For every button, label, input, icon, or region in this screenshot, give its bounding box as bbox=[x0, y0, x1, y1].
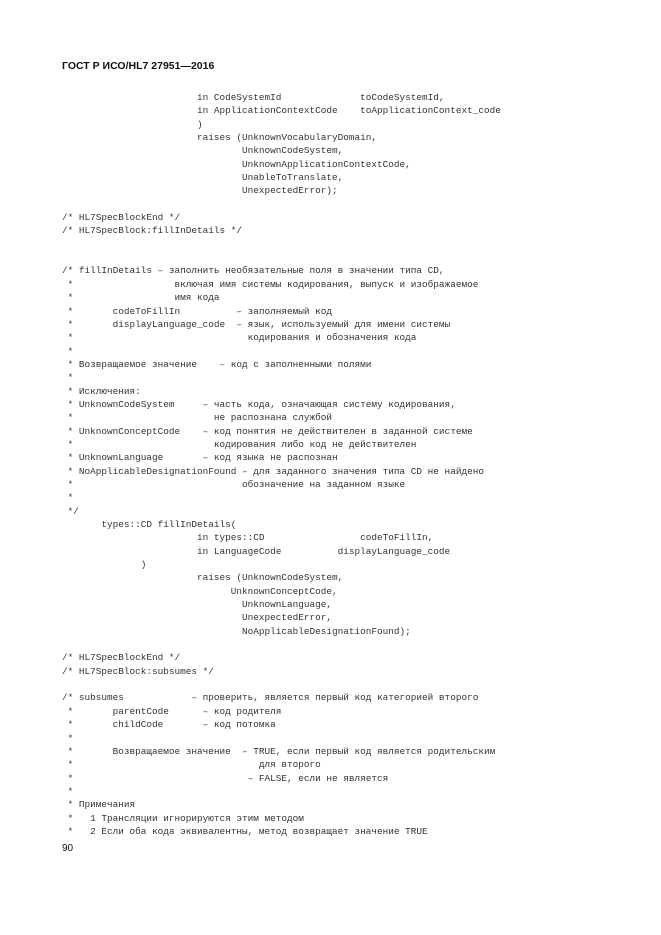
code-line: UnexpectedError); bbox=[62, 185, 338, 197]
code-line: * bbox=[62, 492, 74, 504]
code-line: /* HL7SpecBlock:fillInDetails */ bbox=[62, 225, 243, 237]
code-line: in CodeSystemId toCodeSystemId, bbox=[62, 92, 445, 103]
code-line: /* HL7SpecBlockEnd */ bbox=[62, 212, 181, 224]
code-line: * для второго bbox=[62, 759, 321, 771]
code-line: raises (UnknownCodeSystem, bbox=[62, 572, 344, 584]
code-line: * bbox=[62, 785, 74, 797]
code-line: * bbox=[62, 372, 74, 384]
code-line: * 2 Если оба кода эквивалентны, метод возвращает значение TRUE bbox=[62, 825, 428, 837]
code-line: raises (UnknownVocabularyDomain, bbox=[62, 132, 378, 144]
code-line: * parentCode – код родителя bbox=[62, 705, 282, 717]
code-listing bbox=[62, 91, 652, 838]
code-line: * bbox=[62, 732, 74, 744]
code-line: /* HL7SpecBlockEnd */ bbox=[62, 652, 181, 664]
code-line bbox=[62, 251, 652, 264]
code-line: */ bbox=[62, 505, 79, 517]
code-line: in LanguageCode displayLanguage_code bbox=[62, 545, 451, 557]
code-line: * NoApplicableDesignationFound – для заданного значения типа CD не найдено bbox=[62, 465, 484, 477]
code-line: ) bbox=[62, 559, 147, 571]
code-line: * не распознана службой bbox=[62, 412, 333, 424]
code-line: * – FALSE, если не является bbox=[62, 772, 389, 784]
code-line: UnknownConceptCode, bbox=[62, 585, 338, 597]
code-line: in types::CD codeToFillIn, bbox=[62, 532, 434, 544]
code-line: ) bbox=[62, 118, 203, 130]
code-line: NoApplicableDesignationFound); bbox=[62, 625, 411, 637]
code-line: * UnknownCodeSystem – часть кода, означающая систему кодирования, bbox=[62, 398, 456, 410]
code-line: UnknownApplicationContextCode, bbox=[62, 158, 411, 170]
code-line: UnexpectedError, bbox=[62, 612, 333, 624]
code-line: * обозначение на заданном языке bbox=[62, 478, 406, 490]
code-line: * Примечания bbox=[62, 799, 136, 811]
code-line: in ApplicationContextCode toApplicationContext_code bbox=[62, 105, 501, 117]
document-header: ГОСТ Р ИСО/HL7 27951—2016 bbox=[62, 60, 215, 72]
code-line bbox=[62, 638, 652, 651]
code-line: * включая имя системы кодирования, выпуск и изображаемое bbox=[62, 278, 479, 290]
code-line: types::CD fillInDetails( bbox=[62, 519, 237, 530]
code-line bbox=[62, 238, 652, 251]
code-line: /* fillInDetails – заполнить необязательные поля в значении типа CD, bbox=[62, 265, 445, 277]
code-line: * Исключения: bbox=[62, 385, 141, 397]
code-line: * кодирования либо код не действителен bbox=[62, 438, 417, 450]
code-line bbox=[62, 678, 652, 691]
code-line bbox=[62, 198, 652, 211]
code-line: * codeToFillIn – заполняемый код bbox=[62, 305, 333, 317]
code-line: * имя кода bbox=[62, 292, 220, 304]
code-line: * UnknownConceptCode – код понятия не действителен в заданной системе bbox=[62, 425, 473, 437]
code-line: UnknownLanguage, bbox=[62, 599, 333, 611]
code-line: * displayLanguage_code – язык, используемый для имени системы bbox=[62, 318, 451, 330]
page-number: 90 bbox=[62, 843, 74, 854]
code-line: * кодирования и обозначения кода bbox=[62, 332, 417, 344]
code-line: * 1 Трансляции игнорируются этим методом bbox=[62, 812, 304, 824]
code-line: * UnknownLanguage – код языка не распознан bbox=[62, 452, 338, 464]
code-line: /* subsumes – проверить, является первый код категорией второго bbox=[62, 692, 479, 704]
code-line: /* HL7SpecBlock:subsumes */ bbox=[62, 665, 214, 677]
code-line: UnableToTranslate, bbox=[62, 172, 344, 184]
code-line: * childCode – код потомка bbox=[62, 719, 276, 731]
code-line: UnknownCodeSystem, bbox=[62, 145, 344, 157]
code-line: * Возвращаемое значение – код с заполненными полями bbox=[62, 358, 372, 370]
code-line: * Возвращаемое значение – TRUE, если первый код является родительским bbox=[62, 745, 496, 757]
code-line: * bbox=[62, 345, 74, 357]
